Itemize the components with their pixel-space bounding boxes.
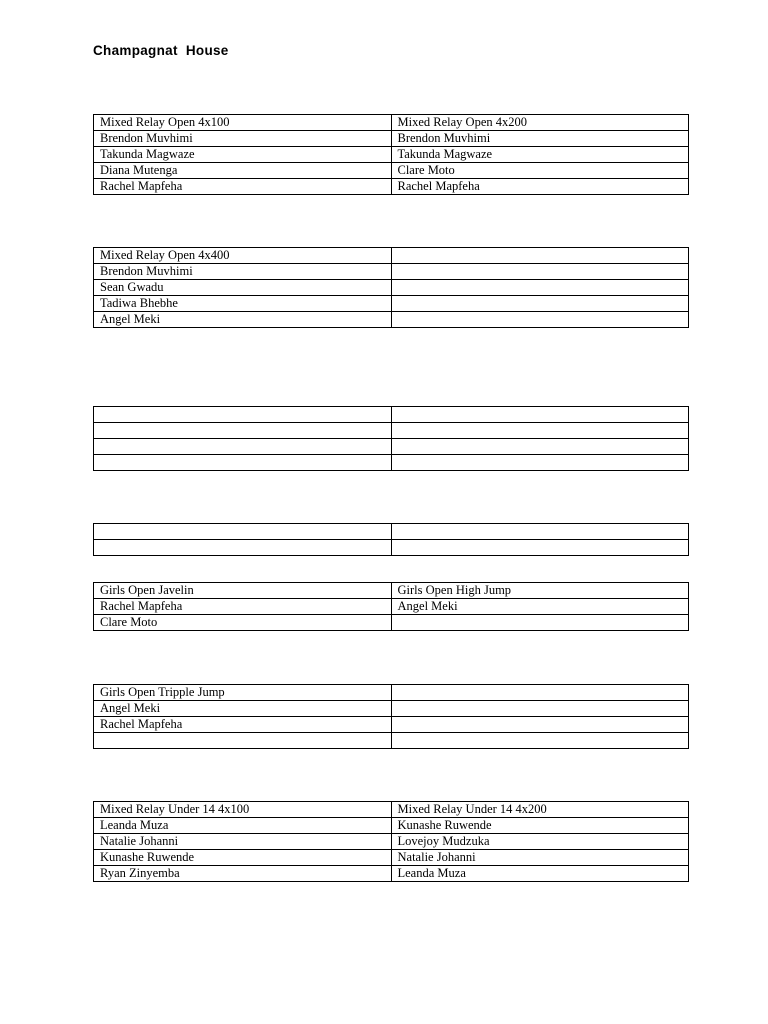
table-cell: Rachel Mapfeha — [94, 717, 392, 733]
table-cell: Mixed Relay Open 4x400 — [94, 248, 392, 264]
table-cell — [94, 407, 392, 423]
table-cell — [391, 685, 689, 701]
table-cell — [94, 423, 392, 439]
table-cell: Girls Open Javelin — [94, 583, 392, 599]
table-cell: Girls Open High Jump — [391, 583, 689, 599]
table-cell: Angel Meki — [391, 599, 689, 615]
table-cell — [391, 264, 689, 280]
table-cell: Kunashe Ruwende — [391, 818, 689, 834]
table-cell — [391, 248, 689, 264]
table-row — [94, 147, 689, 163]
table-cell: Takunda Magwaze — [391, 147, 689, 163]
table-cell: Brendon Muvhimi — [391, 131, 689, 147]
table-cell: Mixed Relay Under 14 4x100 — [94, 802, 392, 818]
table-cell — [94, 524, 392, 540]
table-row — [94, 540, 689, 556]
table-relay-open-4x400 — [93, 247, 689, 328]
table-row — [94, 685, 689, 701]
table-row — [94, 455, 689, 471]
table-row — [94, 296, 689, 312]
table-cell: Mixed Relay Under 14 4x200 — [391, 802, 689, 818]
table-cell — [391, 717, 689, 733]
table-cell — [94, 733, 392, 749]
table-row — [94, 583, 689, 599]
table-row — [94, 701, 689, 717]
table-cell: Angel Meki — [94, 701, 392, 717]
table-cell: Rachel Mapfeha — [94, 599, 392, 615]
table-cell — [94, 540, 392, 556]
table-row — [94, 866, 689, 882]
table-cell: Ryan Zinyemba — [94, 866, 392, 882]
table-cell — [391, 407, 689, 423]
table-row — [94, 802, 689, 818]
table-row — [94, 248, 689, 264]
table-cell — [391, 423, 689, 439]
table-cell: Angel Meki — [94, 312, 392, 328]
table-cell: Clare Moto — [391, 163, 689, 179]
table-row — [94, 163, 689, 179]
table-row — [94, 818, 689, 834]
table-row — [94, 407, 689, 423]
table-girls-triple-jump — [93, 684, 689, 749]
table-cell — [391, 733, 689, 749]
table-row — [94, 717, 689, 733]
table-cell: Brendon Muvhimi — [94, 264, 392, 280]
table-row — [94, 423, 689, 439]
table-row — [94, 131, 689, 147]
table-cell: Mixed Relay Open 4x100 — [94, 115, 392, 131]
table-cell — [391, 296, 689, 312]
table-row — [94, 834, 689, 850]
table-cell: Leanda Muza — [391, 866, 689, 882]
table-row — [94, 599, 689, 615]
table-row — [94, 733, 689, 749]
table-cell — [94, 439, 392, 455]
table-cell — [391, 540, 689, 556]
table-cell: Rachel Mapfeha — [391, 179, 689, 195]
table-cell: Leanda Muza — [94, 818, 392, 834]
table-relay-under-14 — [93, 801, 689, 882]
table-cell: Diana Mutenga — [94, 163, 392, 179]
table-cell: Girls Open Tripple Jump — [94, 685, 392, 701]
table-relay-open-4x100-4x200 — [93, 114, 689, 195]
table-cell: Takunda Magwaze — [94, 147, 392, 163]
page-heading: Champagnat House — [93, 43, 229, 58]
table-cell: Tadiwa Bhebhe — [94, 296, 392, 312]
table-row — [94, 264, 689, 280]
table-row — [94, 179, 689, 195]
table-cell — [391, 439, 689, 455]
table-cell: Brendon Muvhimi — [94, 131, 392, 147]
table-cell — [391, 524, 689, 540]
table-cell: Lovejoy Mudzuka — [391, 834, 689, 850]
table-cell: Sean Gwadu — [94, 280, 392, 296]
table-cell: Mixed Relay Open 4x200 — [391, 115, 689, 131]
table-empty-2-rows — [93, 523, 689, 556]
table-row — [94, 615, 689, 631]
table-cell: Rachel Mapfeha — [94, 179, 392, 195]
table-empty-4-rows — [93, 406, 689, 471]
table-row — [94, 850, 689, 866]
table-cell: Kunashe Ruwende — [94, 850, 392, 866]
table-cell: Clare Moto — [94, 615, 392, 631]
table-cell: Natalie Johanni — [391, 850, 689, 866]
table-cell — [391, 615, 689, 631]
table-row — [94, 280, 689, 296]
table-girls-javelin-high-jump — [93, 582, 689, 631]
table-cell — [391, 701, 689, 717]
table-cell — [391, 455, 689, 471]
table-row — [94, 115, 689, 131]
table-cell: Natalie Johanni — [94, 834, 392, 850]
table-cell — [391, 312, 689, 328]
table-cell — [391, 280, 689, 296]
table-row — [94, 312, 689, 328]
table-row — [94, 439, 689, 455]
table-row — [94, 524, 689, 540]
table-cell — [94, 455, 392, 471]
